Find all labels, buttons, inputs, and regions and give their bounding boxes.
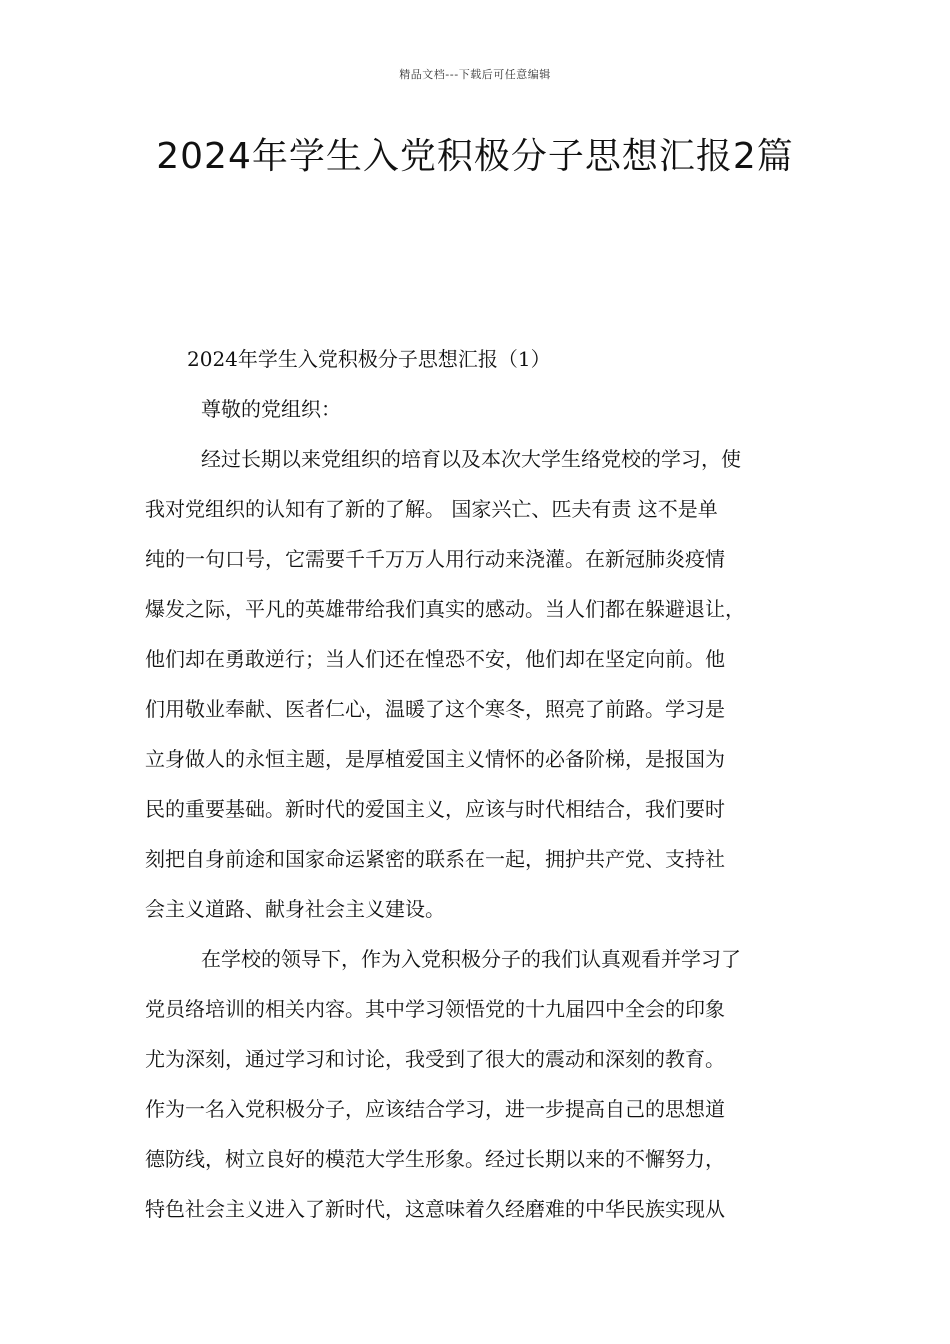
text-line: 纯的一句口号，它需要千千万万人用行动来浇灌。在新冠肺炎疫情 xyxy=(145,547,725,571)
header-note: 精品文档---下载后可任意编辑 xyxy=(399,68,551,81)
text-line: 们用敬业奉献、医者仁心，温暖了这个寒冬，照亮了前路。学习是 xyxy=(145,697,725,721)
text-line: 在学校的领导下，作为入党积极分子的我们认真观看并学习了 xyxy=(201,947,741,971)
text-line: 爆发之际，平凡的英雄带给我们真实的感动。当人们都在躲避退让， xyxy=(145,597,745,621)
document-body xyxy=(145,334,811,1234)
text-line: 刻把自身前途和国家命运紧密的联系在一起，拥护共产党、支持社 xyxy=(145,847,725,871)
text-line: 作为一名入党积极分子，应该结合学习，进一步提高自己的思想道 xyxy=(145,1097,725,1121)
text-line: 德防线，树立良好的模范大学生形象。经过长期以来的不懈努力， xyxy=(145,1147,725,1171)
text-line: 特色社会主义进入了新时代，这意味着久经磨难的中华民族实现从 xyxy=(145,1197,725,1221)
section-heading: 2024年学生入党积极分子思想汇报（1） xyxy=(187,347,551,371)
text-line: 党员络培训的相关内容。其中学习领悟党的十九届四中全会的印象 xyxy=(145,997,725,1021)
text-line: 经过长期以来党组织的培育以及本次大学生络党校的学习，使 xyxy=(201,447,741,471)
text-line: 尤为深刻，通过学习和讨论，我受到了很大的震动和深刻的教育。 xyxy=(145,1047,725,1071)
text-line: 立身做人的永恒主题，是厚植爱国主义情怀的必备阶梯，是报国为 xyxy=(145,747,725,771)
document-title: 2024年学生入党积极分子思想汇报2篇 xyxy=(156,136,794,177)
text-line: 会主义道路、献身社会主义建设。 xyxy=(145,897,445,921)
text-line: 他们却在勇敢逆行；当人们还在惶恐不安，他们却在坚定向前。他 xyxy=(145,647,725,671)
paragraph-1 xyxy=(145,434,811,934)
paragraph-2 xyxy=(145,934,811,1234)
text-line: 我对党组织的认知有了新的了解。 国家兴亡、匹夫有责 这不是单 xyxy=(145,497,718,521)
text-line: 民的重要基础。新时代的爱国主义，应该与时代相结合，我们要时 xyxy=(145,797,725,821)
salutation: 尊敬的党组织： xyxy=(201,397,341,421)
